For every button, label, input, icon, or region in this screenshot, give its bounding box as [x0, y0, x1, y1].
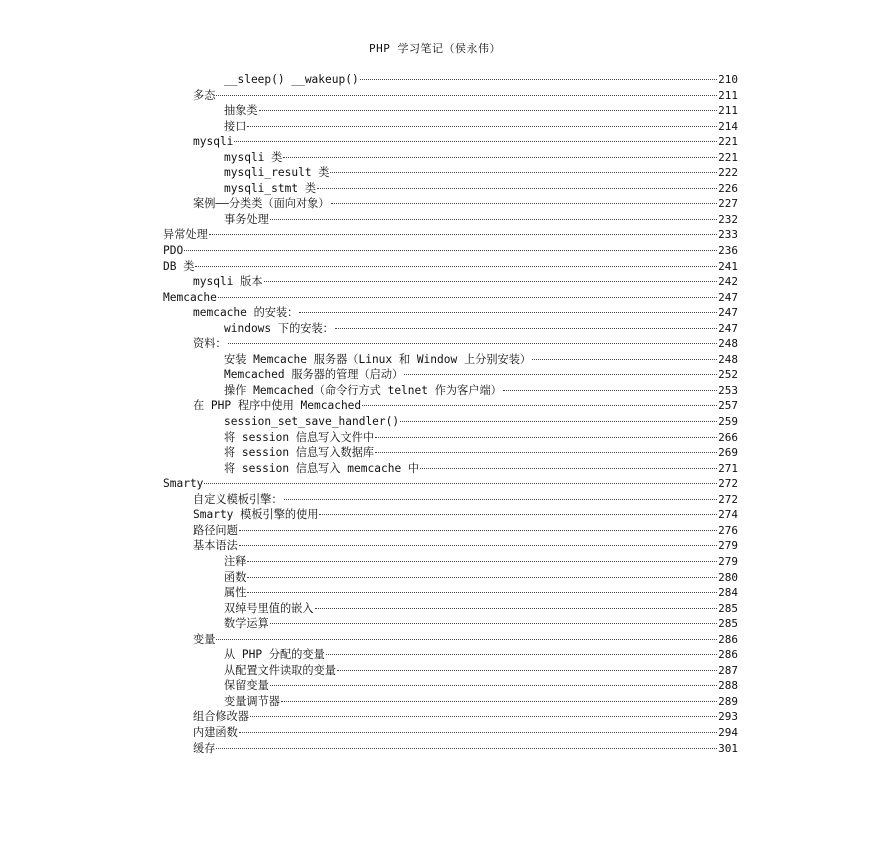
toc-entry[interactable]	[163, 632, 738, 648]
toc-entry[interactable]	[163, 383, 738, 399]
toc-entry-page-number: 301	[718, 741, 738, 755]
toc-entry-title: session_set_save_handler()	[224, 415, 400, 429]
toc-entry-page-number: 269	[718, 446, 738, 460]
dot-leader	[319, 514, 717, 515]
toc-entry-title: 基本语法	[193, 539, 238, 553]
toc-entry-page-number: 236	[718, 244, 738, 258]
toc-entry[interactable]	[163, 709, 738, 725]
toc-entry-title: 多态	[193, 88, 216, 102]
toc-entry[interactable]	[163, 725, 738, 741]
toc-entry-page-number: 289	[718, 694, 738, 708]
toc-entry-title: DB 类	[163, 259, 195, 273]
toc-entry-title: 安装 Memcache 服务器（Linux 和 Window 上分别安装）	[224, 352, 532, 366]
toc-entry[interactable]	[163, 321, 738, 337]
dot-leader	[239, 732, 717, 733]
toc-entry-page-number: 279	[718, 554, 738, 568]
toc-entry-title: 从 PHP 分配的变量	[224, 648, 325, 662]
dot-leader	[400, 421, 717, 422]
toc-entry-page-number: 222	[718, 166, 738, 180]
toc-entry-title: 变量调节器	[224, 694, 280, 708]
dot-leader	[239, 545, 717, 546]
toc-entry-page-number: 247	[718, 290, 738, 304]
toc-entry-title: Memcache	[163, 290, 217, 304]
toc-entry-page-number: 272	[718, 477, 738, 491]
dot-leader	[204, 483, 717, 484]
toc-entry-title: 注释	[224, 554, 247, 568]
toc-entry-page-number: 211	[718, 104, 738, 118]
toc-entry[interactable]	[163, 274, 738, 290]
toc-entry-title: 变量	[193, 632, 216, 646]
toc-entry-title: mysqli 类	[224, 150, 283, 164]
dot-leader	[315, 608, 718, 609]
dot-leader	[234, 141, 717, 142]
toc-entry[interactable]	[163, 352, 738, 368]
toc-entry-title: Smarty 模板引擎的使用	[193, 508, 319, 522]
toc-entry[interactable]	[163, 554, 738, 570]
dot-leader	[247, 126, 717, 127]
dot-leader	[375, 437, 717, 438]
toc-entry-title: 操作 Memcached（命令行方式 telnet 作为客户端）	[224, 383, 502, 397]
toc-entry-title: 在 PHP 程序中使用 Memcached	[193, 399, 362, 413]
dot-leader	[326, 654, 717, 655]
dot-leader	[270, 685, 717, 686]
toc-entry-page-number: 226	[718, 181, 738, 195]
dot-leader	[250, 716, 717, 717]
toc-entry[interactable]	[163, 492, 738, 508]
toc-entry[interactable]	[163, 72, 738, 88]
toc-entry[interactable]	[163, 601, 738, 617]
toc-entry-title: 将 session 信息写入数据库	[224, 446, 375, 460]
toc-entry-title: 路径问题	[193, 523, 238, 537]
toc-entry-page-number: 276	[718, 523, 738, 537]
dot-leader	[216, 748, 717, 749]
dot-leader	[209, 234, 717, 235]
toc-entry-page-number: 233	[718, 228, 738, 242]
toc-entry-title: 资料：	[193, 337, 227, 351]
toc-entry[interactable]	[163, 367, 738, 383]
toc-entry-page-number: 272	[718, 492, 738, 506]
toc-entry[interactable]	[163, 88, 738, 104]
dot-leader	[259, 110, 718, 111]
toc-entry[interactable]	[163, 663, 738, 679]
toc-entry[interactable]	[163, 305, 738, 321]
toc-entry-page-number: 274	[718, 508, 738, 522]
toc-entry-title: 属性	[224, 586, 247, 600]
dot-leader	[331, 203, 718, 204]
toc-entry[interactable]	[163, 647, 738, 663]
dot-leader	[270, 219, 717, 220]
toc-entry[interactable]	[163, 103, 738, 119]
toc-entry-page-number: 253	[718, 383, 738, 397]
dot-leader	[247, 577, 717, 578]
toc-entry[interactable]	[163, 212, 738, 228]
toc-entry-title: mysqli_stmt 类	[224, 181, 317, 195]
toc-entry-page-number: 286	[718, 632, 738, 646]
toc-entry-page-number: 285	[718, 617, 738, 631]
dot-leader	[270, 623, 717, 624]
toc-entry-page-number: 232	[718, 212, 738, 226]
toc-entry-page-number: 266	[718, 430, 738, 444]
toc-entry[interactable]	[163, 461, 738, 477]
toc-entry-page-number: 279	[718, 539, 738, 553]
dot-leader	[503, 390, 717, 391]
dot-leader	[228, 343, 718, 344]
toc-entry-page-number: 287	[718, 663, 738, 677]
dot-leader	[264, 281, 718, 282]
dot-leader	[184, 250, 717, 251]
toc-entry-title: 内建函数	[193, 725, 238, 739]
toc-entry-title: windows 下的安装：	[224, 321, 334, 335]
toc-entry[interactable]	[163, 741, 738, 757]
toc-entry-page-number: 247	[718, 306, 738, 320]
toc-entry-title: PDO	[163, 244, 184, 258]
dot-leader	[360, 79, 717, 80]
toc-entry-title: 从配置文件读取的变量	[224, 663, 336, 677]
table-of-contents	[163, 72, 738, 756]
toc-entry[interactable]	[163, 445, 738, 461]
toc-entry-title: 将 session 信息写入文件中	[224, 430, 375, 444]
page-header: PHP 学习笔记（侯永伟）	[369, 42, 501, 55]
toc-entry-title: 保留变量	[224, 679, 269, 693]
dot-leader	[216, 639, 717, 640]
toc-entry[interactable]	[163, 678, 738, 694]
toc-entry-page-number: 242	[718, 275, 738, 289]
toc-entry-page-number: 271	[718, 461, 738, 475]
toc-entry-page-number: 221	[718, 135, 738, 149]
dot-leader	[532, 359, 717, 360]
toc-entry-page-number: 284	[718, 586, 738, 600]
toc-entry[interactable]	[163, 430, 738, 446]
toc-entry[interactable]	[163, 243, 738, 259]
dot-leader	[218, 297, 717, 298]
dot-leader	[404, 374, 717, 375]
toc-entry[interactable]	[163, 585, 738, 601]
dot-leader	[299, 312, 717, 313]
toc-entry-title: 抽象类	[224, 104, 258, 118]
toc-entry-page-number: 293	[718, 710, 738, 724]
toc-entry-page-number: 248	[718, 352, 738, 366]
toc-entry-page-number: 294	[718, 725, 738, 739]
dot-leader	[337, 670, 717, 671]
toc-entry-title: 案例——分类类（面向对象）	[193, 197, 330, 211]
toc-entry-title: 接口	[224, 119, 247, 133]
toc-entry-page-number: 288	[718, 679, 738, 693]
dot-leader	[281, 701, 717, 702]
dot-leader	[317, 188, 717, 189]
toc-entry[interactable]	[163, 398, 738, 414]
toc-entry[interactable]	[163, 150, 738, 166]
dot-leader	[247, 592, 717, 593]
toc-entry[interactable]	[163, 570, 738, 586]
toc-entry[interactable]	[163, 507, 738, 523]
toc-entry[interactable]	[163, 134, 738, 150]
toc-entry-page-number: 252	[718, 368, 738, 382]
toc-entry-title: 函数	[224, 570, 247, 584]
toc-entry[interactable]	[163, 616, 738, 632]
toc-entry-page-number: 241	[718, 259, 738, 273]
toc-entry-page-number: 210	[718, 73, 738, 86]
dot-leader	[216, 95, 717, 96]
toc-entry-title: mysqli_result 类	[224, 166, 330, 180]
toc-entry-title: mysqli	[193, 135, 234, 149]
dot-leader	[330, 172, 717, 173]
toc-entry[interactable]	[163, 476, 738, 492]
toc-entry-page-number: 280	[718, 570, 738, 584]
toc-entry-title: Memcached 服务器的管理（启动）	[224, 368, 404, 382]
toc-entry[interactable]	[163, 259, 738, 275]
toc-entry-page-number: 248	[718, 337, 738, 351]
toc-entry-page-number: 259	[718, 415, 738, 429]
toc-entry-page-number: 227	[718, 197, 738, 211]
toc-entry-title: mysqli 版本	[193, 275, 263, 289]
toc-entry[interactable]	[163, 336, 738, 352]
toc-entry[interactable]	[163, 538, 738, 554]
toc-entry-title: 双绰号里值的嵌入	[224, 601, 314, 615]
toc-entry-title: 缓存	[193, 741, 216, 755]
dot-leader	[239, 530, 717, 531]
toc-entry-title: 数学运算	[224, 617, 269, 631]
toc-entry[interactable]	[163, 694, 738, 710]
toc-entry-title: 异常处理	[163, 228, 208, 242]
dot-leader	[284, 499, 718, 500]
dot-leader	[283, 157, 717, 158]
dot-leader	[335, 328, 717, 329]
dot-leader	[247, 561, 717, 562]
dot-leader	[375, 452, 717, 453]
toc-entry-page-number: 286	[718, 648, 738, 662]
toc-entry-page-number: 257	[718, 399, 738, 413]
dot-leader	[362, 405, 717, 406]
toc-entry-page-number: 247	[718, 321, 738, 335]
toc-entry-title: memcache 的安装：	[193, 306, 299, 320]
toc-entry[interactable]	[163, 414, 738, 430]
toc-entry[interactable]	[163, 290, 738, 306]
toc-entry-title: 自定义模板引擎：	[193, 492, 283, 506]
toc-entry[interactable]	[163, 181, 738, 197]
toc-entry[interactable]	[163, 196, 738, 212]
toc-entry-page-number: 214	[718, 119, 738, 133]
toc-entry-page-number: 221	[718, 150, 738, 164]
toc-entry-title: 组合修改器	[193, 710, 249, 724]
toc-entry-title: Smarty	[163, 477, 204, 491]
toc-entry-title: __sleep() __wakeup()	[224, 73, 359, 86]
dot-leader	[420, 468, 717, 469]
toc-entry-title: 将 session 信息写入 memcache 中	[224, 461, 420, 475]
toc-entry[interactable]	[163, 165, 738, 181]
toc-entry[interactable]	[163, 119, 738, 135]
dot-leader	[195, 266, 717, 267]
toc-entry-page-number: 211	[718, 88, 738, 102]
toc-entry[interactable]	[163, 227, 738, 243]
toc-entry-page-number: 285	[718, 601, 738, 615]
toc-entry-title: 事务处理	[224, 212, 269, 226]
toc-entry[interactable]	[163, 523, 738, 539]
